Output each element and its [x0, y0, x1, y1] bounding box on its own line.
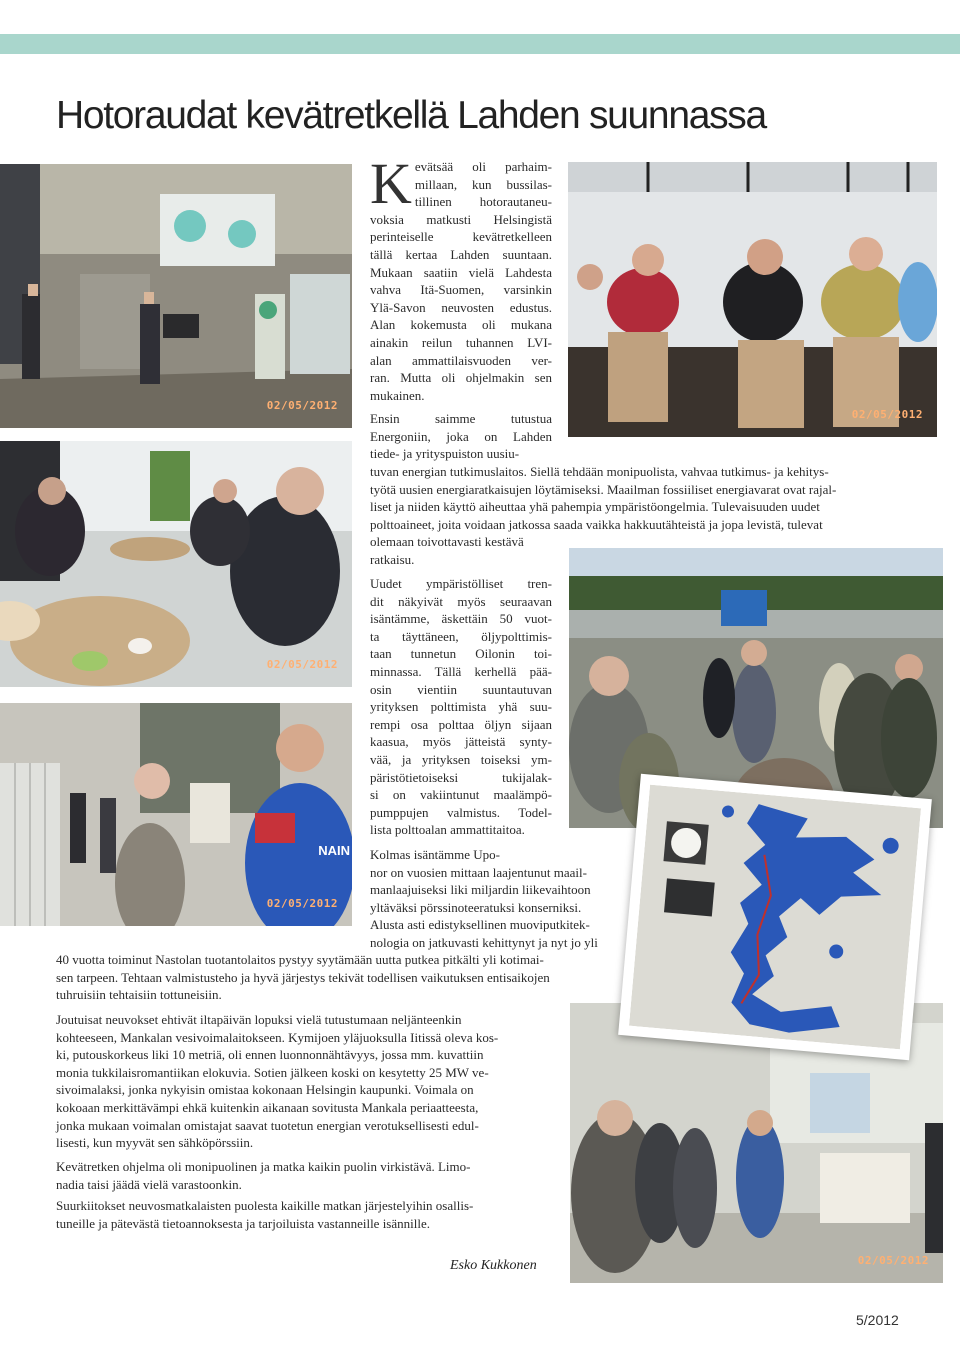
text-line: evätsää oli parhaim- — [414, 159, 552, 174]
text-line: tillinen hotorautaneu- — [414, 194, 552, 210]
text-line: osin vientiin suuntautuvan — [370, 681, 552, 697]
photo-audience — [568, 162, 937, 437]
text-line: mukainen. — [370, 387, 425, 403]
text-line: manlaajuiseksi liki miljardin liikevaihtoon — [370, 882, 591, 898]
text-line: kaasua, myös jätteistä synty- — [370, 734, 552, 750]
top-accent-bar — [0, 34, 960, 54]
text-line: Kolmas isäntämme Upo- — [370, 847, 500, 862]
photo-date-stamp: 02/05/2012 — [266, 399, 338, 412]
text-line: yltäväksi pörssinoteeratuksi konserniksi. — [370, 899, 582, 915]
text-line: ainakin reilun tuhannen LVI- — [370, 334, 552, 350]
text-line: sen tarpeen. Tehtaan valmistusteho ja hyvä järjestys tekivät todellisen vaikutuksen entisaikojen — [56, 969, 550, 985]
text-line: jonka mukaan voimalan omistajat saavat tuotetun energian verotuksellisesti edul- — [56, 1117, 479, 1133]
paragraph-oilon — [370, 575, 552, 839]
text-line: nor on vuosien mittaan laajentunut maail- — [370, 864, 587, 880]
text-line: ran. Mutta oli ohjelmakin sen — [370, 370, 552, 386]
photo-date-stamp: 02/05/2012 — [857, 1254, 929, 1267]
photo-date-stamp: 02/05/2012 — [851, 408, 923, 421]
text-line: Energoniin, joka on Lahden — [370, 428, 552, 444]
text-line: ki, putouskorkeus liki 10 metriä, oli ennen luonnonnähtävyys, jossa mm. kuvattiin — [56, 1047, 484, 1063]
text-line: olemaan toivottavasti kestävä — [370, 534, 524, 550]
photo-date-stamp: 02/05/2012 — [266, 897, 338, 910]
text-line: nologia on jatkuvasti kehittynyt ja nyt jo yli — [370, 934, 598, 950]
text-line: tiede- ja yrityspuiston uusiu- — [370, 446, 520, 462]
text-line: Mukaan saatiin vielä Lahdesta — [370, 264, 552, 280]
text-line: nadia taisi jäädä vielä varastoonkin. — [56, 1176, 242, 1192]
text-line: alan ammattilaisvuoden ver- — [370, 352, 552, 368]
photo-presentation-room — [0, 164, 352, 428]
text-line: dit näkyivät myös seuraavan — [370, 593, 552, 609]
text-line: polttoaineet, joita voidaan jatkossa saada vaikka hakkuutähteistä ja jopa levistä, tulevat — [370, 516, 823, 532]
paragraph-thanks — [56, 1197, 556, 1232]
text-line: monia tukkilaisromantiikan elokuvia. Sotien jälkeen koski on kesytetty 25 MW ve- — [56, 1064, 489, 1080]
text-line: sivoimalaksi, jonka nykyisin omistaa kokonaan Helsingin kaupunki. Voimala on — [56, 1082, 474, 1098]
text-line: isäntämme, äskettäin 50 vuot- — [370, 611, 552, 627]
author-signature: Esko Kukkonen — [450, 1258, 537, 1273]
text-line: pumppujen valmistus. Todel- — [370, 804, 552, 820]
photo-coffee-tables — [0, 441, 352, 687]
text-line: Kevätretken ohjelma oli monipuolinen ja matka kaikin puolin virkistävä. Limo- — [56, 1159, 471, 1174]
dropcap: K — [370, 151, 412, 216]
text-line: liset ja niiden käyttö aiheuttaa yhä pahempia ympäristöongelmia. Tulevaisuuden uudet — [370, 499, 820, 515]
text-line: Alusta asti edistyksellinen muoviputkitek- — [370, 917, 590, 933]
text-line: kohteeseen, Mankalan vesivoimalaitokseen. Kymijoen yläjuoksulla Iitissä oleva kos- — [56, 1029, 499, 1045]
text-line: Ylä-Savon neuvosten edustus. — [370, 299, 552, 315]
text-line: Alan kokemusta oli mukana — [370, 317, 552, 333]
text-line: päristötietoiseksi tukijalak- — [370, 769, 552, 785]
text-line: millaan, kun bussilas- — [414, 176, 552, 192]
text-line: Suurkiitokset neuvosmatkalaisten puolesta kaikille matkan järjestelyihin osallis- — [56, 1198, 474, 1213]
jacket-print-text: NAIN — [318, 843, 350, 858]
text-line: tuvan energian tutkimuslaitos. Siellä tehdään monipuolista, vahvaa tutkimus- ja kehitys- — [370, 464, 829, 479]
text-line: taan tunnetun Oilonin toi- — [370, 646, 552, 662]
text-line: yrityksen polttimista yhä suu- — [370, 699, 552, 715]
text-line: Uudet ympäristölliset tren- — [370, 576, 552, 591]
text-line: vää, ja yrityksen toiseksi ym- — [370, 751, 552, 767]
text-line: perinteiselle kevätretkelleen — [370, 229, 552, 245]
photo-control-room — [0, 703, 352, 926]
text-line: voksia matkusti Helsingistä — [370, 211, 552, 227]
page-number: 5/2012 — [856, 1312, 899, 1328]
text-line: ta täyttäneen, öljypolttimis- — [370, 628, 552, 644]
text-line: lisesti, kun myyvät sen sähköpörssiin. — [56, 1135, 254, 1151]
text-line: tuhruisiin tehtaisiin tottuneisiin. — [56, 987, 222, 1003]
text-line: minnassa. Tällä kerhellä pää- — [370, 663, 552, 679]
text-line: tällä kertaa Lahden suuntaan. — [370, 246, 552, 262]
photo-wall-map — [618, 774, 932, 1060]
text-line: Ensin saimme tutustua — [370, 411, 552, 426]
text-line: ratkaisu. — [370, 551, 415, 567]
photo-date-stamp: 02/05/2012 — [266, 658, 338, 671]
text-line: vahva Itä-Suomen, varsinkin — [370, 282, 552, 298]
paragraph-summary — [56, 1158, 556, 1193]
text-line: lista polttoalan ammattitaitoa. — [370, 822, 525, 838]
text-line: Joutuisat neuvokset ehtivät iltapäivän lopuksi vielä tutustumaan neljänteenkin — [56, 1012, 462, 1027]
text-line: työtä uusien energiaratkaisujen löytämiseksi. Maailman fossiiliset energiavarat ovat rajal- — [370, 481, 837, 497]
text-line: 40 vuotta toiminut Nastolan tuotantolaitos pystyy syytämään uutta putkea pitkälti yli kotimai- — [56, 952, 544, 967]
intro-column — [370, 151, 552, 404]
text-line: si on vakiintunut maalämpö- — [370, 787, 552, 803]
paragraph-energon-narrow — [370, 410, 552, 463]
text-line: rempi osa polttaa öljyn sijaan — [370, 716, 552, 732]
paragraph-uponor-narrow — [370, 846, 640, 952]
paragraph-uponor-wide — [56, 951, 626, 1004]
paragraph-mankala — [56, 1011, 556, 1152]
text-line: kokoaan merkittävämpi ehkä kuitenkin aikanaan sovitusta Mankala periaatteesta, — [56, 1099, 479, 1115]
article-title: Hotoraudat kevätretkellä Lahden suunnassa — [56, 94, 766, 137]
text-line: tuneille ja pätevästä tietoannoksesta ja tarjoiluista vastanneille isännille. — [56, 1215, 430, 1231]
